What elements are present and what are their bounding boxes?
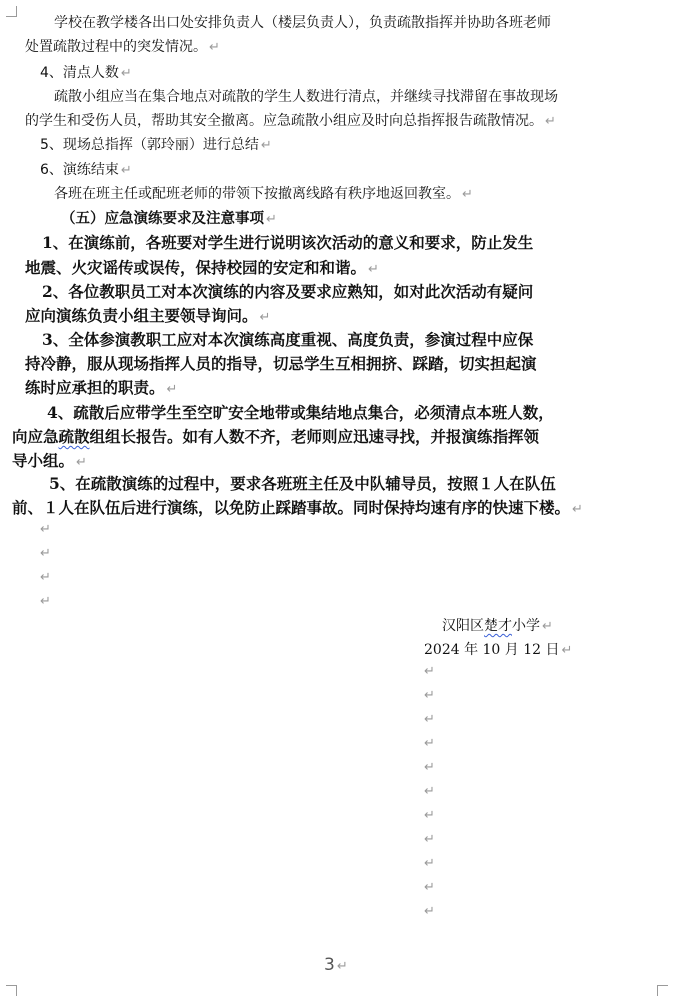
bold-line xyxy=(25,304,270,326)
list-heading xyxy=(40,62,132,82)
line-text: （五）应急演练要求及注意事项 xyxy=(61,210,264,227)
bold-line xyxy=(12,425,539,447)
line-text: 2、各位教职员工对本次演练的内容及要求应熟知，如对此次活动有疑问 xyxy=(42,282,534,301)
line-text: 练时应承担的职责。 xyxy=(25,378,165,397)
bold-line xyxy=(42,280,533,302)
crop-mark xyxy=(6,6,17,17)
bold-line xyxy=(12,449,87,471)
paragraph-mark-icon: ↵ xyxy=(424,760,435,775)
paragraph-mark-icon: ↵ xyxy=(336,959,348,974)
line-text: 5、现场总指挥（郭玲丽）进行总结 xyxy=(40,137,259,153)
body-line xyxy=(54,183,473,203)
paragraph-mark-icon: ↵ xyxy=(424,784,435,799)
paragraph-mark-icon: ↵ xyxy=(424,688,435,703)
paragraph-mark-icon: ↵ xyxy=(260,138,272,153)
paragraph-mark-icon: ↵ xyxy=(424,856,435,871)
bold-line xyxy=(42,231,533,253)
line-text: 处置疏散过程中的突发情况。 xyxy=(25,39,207,55)
spellcheck-underline: 疏散 xyxy=(58,427,90,446)
bold-line xyxy=(12,496,583,518)
list-heading xyxy=(40,134,272,154)
school-name: 汉阳区 xyxy=(442,618,484,634)
body-line xyxy=(54,86,558,106)
paragraph-mark-icon: ↵ xyxy=(542,619,553,634)
paragraph-mark-icon: ↵ xyxy=(424,664,435,679)
page-number xyxy=(324,955,348,975)
paragraph-mark-icon: ↵ xyxy=(120,163,132,178)
crop-mark xyxy=(6,985,17,996)
line-text: 3、全体参演教职工应对本次演练高度重视、高度负责，参演过程中应保 xyxy=(42,330,534,349)
paragraph-mark-icon: ↵ xyxy=(166,382,178,397)
paragraph-mark-icon: ↵ xyxy=(40,570,51,585)
line-text: 5、在疏散演练的过程中，要求各班班主任及中队辅导员，按照１人在队伍 xyxy=(49,474,556,493)
paragraph-mark-icon: ↵ xyxy=(572,502,583,517)
line-text: 地震、火灾谣传或误传，保持校园的安定和和谐。 xyxy=(25,258,367,277)
line-text: 各班在班主任或配班老师的带领下按撤离线路有秩序地返回教室。 xyxy=(54,186,460,202)
line-text: 组组长报告。如有人数不齐，老师则应迅速寻找，并报演练指挥领 xyxy=(89,427,540,446)
line-text: 4、清点人数 xyxy=(40,65,119,81)
line-text: 导小组。 xyxy=(12,451,75,470)
line-text: 6、演练结束 xyxy=(40,162,119,178)
spellcheck-underline: 楚才 xyxy=(484,618,512,634)
paragraph-mark-icon: ↵ xyxy=(561,643,573,658)
bold-line xyxy=(25,256,379,278)
line-text: 疏散小组应当在集合地点对疏散的学生人数进行清点，并继续寻找滞留在事故现场 xyxy=(54,89,558,105)
page-number-text: 3 xyxy=(324,955,335,975)
paragraph-mark-icon: ↵ xyxy=(120,66,132,81)
school-name: 小学 xyxy=(512,618,540,634)
paragraph-mark-icon: ↵ xyxy=(259,310,271,325)
paragraph-mark-icon: ↵ xyxy=(424,880,435,895)
line-text: 前、１人在队伍后进行演练，以免防止踩踏事故。同时保持均速有序的快速下楼。 xyxy=(12,498,571,517)
line-text: 持冷静，服从现场指挥人员的指导，切忌学生互相拥挤、踩踏，切实担起演 xyxy=(25,354,537,373)
line-text: 向应急 xyxy=(12,427,59,446)
paragraph-mark-icon: ↵ xyxy=(424,832,435,847)
line-text: 1、在演练前，各班要对学生进行说明该次活动的意义和要求，防止发生 xyxy=(42,233,534,252)
paragraph-mark-icon: ↵ xyxy=(266,212,277,227)
crop-mark xyxy=(657,985,668,996)
body-line xyxy=(25,36,220,56)
paragraph-mark-icon: ↵ xyxy=(424,736,435,751)
paragraph-mark-icon: ↵ xyxy=(368,262,379,277)
paragraph-mark-icon: ↵ xyxy=(424,904,435,919)
paragraph-mark-icon: ↵ xyxy=(40,594,51,609)
paragraph-mark-icon: ↵ xyxy=(424,808,435,823)
line-text: 4、疏散后应带学生至空旷安全地带或集结地点集合，必须清点本班人数， xyxy=(47,403,554,422)
bold-line xyxy=(49,472,556,494)
paragraph-mark-icon: ↵ xyxy=(545,114,556,129)
bold-line xyxy=(25,376,177,398)
signature-school xyxy=(442,615,553,635)
paragraph-mark-icon: ↵ xyxy=(424,712,435,727)
line-text: 应向演练负责小组主要领导询问。 xyxy=(25,306,258,325)
bold-line xyxy=(25,352,537,374)
line-text: 的学生和受伤人员，帮助其安全撤离。应急疏散小组应及时向总指挥报告疏散情况。 xyxy=(25,113,543,129)
date-text: 2024 年 10 月 12 日 xyxy=(424,642,560,658)
line-text: 学校在教学楼各出口处安排负责人（楼层负责人），负责疏散指挥并协助各班老师 xyxy=(54,15,551,31)
signature-date xyxy=(424,639,572,659)
list-heading xyxy=(40,159,132,179)
body-line xyxy=(25,110,556,130)
bold-line xyxy=(47,401,554,423)
paragraph-mark-icon: ↵ xyxy=(209,40,220,55)
paragraph-mark-icon: ↵ xyxy=(40,522,51,537)
paragraph-mark-icon: ↵ xyxy=(40,546,51,561)
bold-line xyxy=(42,328,533,350)
body-line xyxy=(54,12,551,32)
section-heading xyxy=(61,207,277,228)
paragraph-mark-icon: ↵ xyxy=(462,187,473,202)
paragraph-mark-icon: ↵ xyxy=(76,455,87,470)
